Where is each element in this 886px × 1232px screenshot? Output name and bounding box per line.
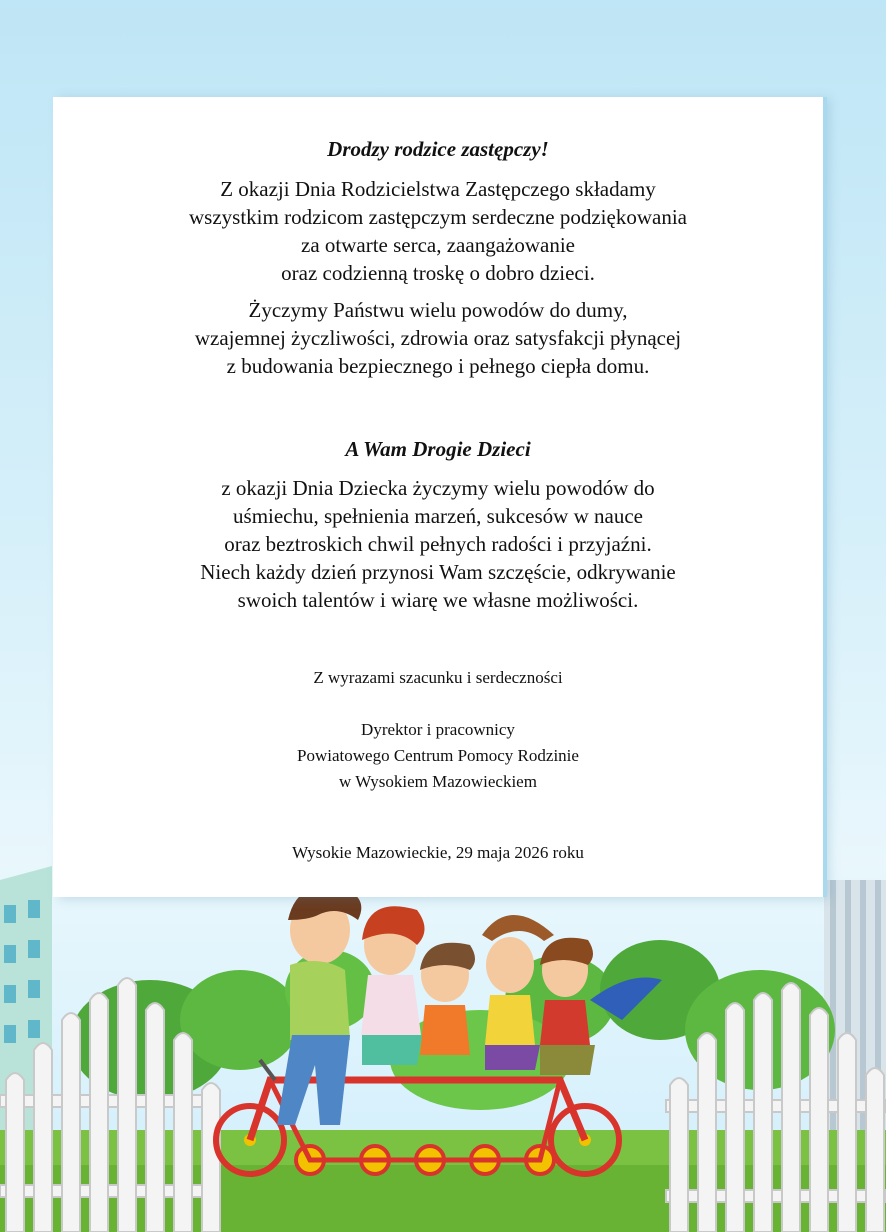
text-line: swoich talentów i wiarę we własne możliwości. bbox=[237, 588, 639, 612]
text-line: Niech każdy dzień przynosi Wam szczęście, odkrywanie bbox=[200, 560, 676, 584]
greeting-children: A Wam Drogie Dzieci bbox=[345, 437, 531, 461]
text-line: oraz beztroskich chwil pełnych radości i przyjaźni. bbox=[224, 532, 652, 556]
text-line: wzajemnej życzliwości, zdrowia oraz satysfakcji płynącej bbox=[194, 326, 682, 350]
text-line: z budowania bezpiecznego i pełnego ciepła domu. bbox=[226, 354, 650, 378]
text-line: wszystkim rodzicom zastępczym serdeczne podziękowania bbox=[189, 205, 687, 229]
closing-line: Z wyrazami szacunku i serdeczności bbox=[313, 668, 563, 687]
signature-line: Powiatowego Centrum Pomocy Rodzinie bbox=[297, 746, 579, 765]
text-line: Życzymy Państwu wielu powodów do dumy, bbox=[248, 298, 628, 322]
text-line: z okazji Dnia Dziecka życzymy wielu powodów do bbox=[221, 476, 655, 500]
signature bbox=[53, 717, 823, 795]
greeting-parents: Drodzy rodzice zastępczy! bbox=[327, 137, 549, 161]
text-line: Z okazji Dnia Rodzicielstwa Zastępczego składamy bbox=[220, 177, 656, 201]
text-line: oraz codzienną troskę o dobro dzieci. bbox=[281, 261, 595, 285]
place-and-date: Wysokie Mazowieckie, 29 maja 2026 roku bbox=[292, 843, 584, 862]
signature-line: Dyrektor i pracownicy bbox=[361, 720, 515, 739]
parents-paragraph-1 bbox=[53, 175, 823, 287]
text-line: za otwarte serca, zaangażowanie bbox=[301, 233, 575, 257]
text-line: uśmiechu, spełnienia marzeń, sukcesów w nauce bbox=[233, 504, 643, 528]
signature-line: w Wysokiem Mazowieckiem bbox=[339, 772, 537, 791]
parents-paragraph-2 bbox=[53, 296, 823, 380]
children-paragraph bbox=[53, 474, 823, 614]
letter-paper bbox=[53, 97, 823, 897]
